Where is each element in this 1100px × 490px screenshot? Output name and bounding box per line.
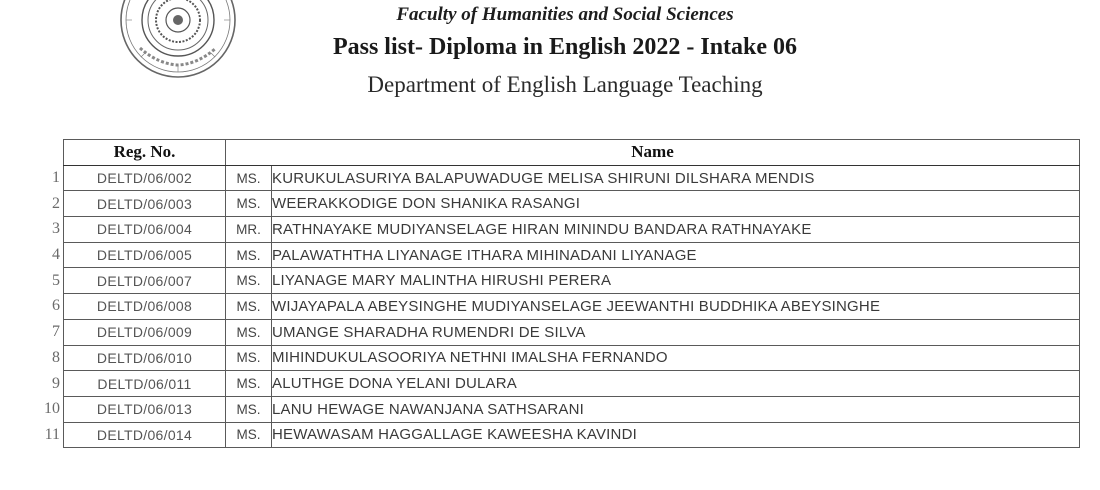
name-cell: WEERAKKODIGE DON SHANIKA RASANGI [272, 191, 1080, 217]
table-row [64, 294, 1080, 320]
name-cell: ALUTHGE DONA YELANI DULARA [272, 371, 1080, 397]
faculty-name: Faculty of Humanities and Social Sciences [396, 4, 734, 25]
row-number: 1 [52, 169, 60, 186]
name-cell: UMANGE SHARADHA RUMENDRI DE SILVA [272, 319, 1080, 345]
reg-no-cell: DELTD/06/014 [64, 422, 226, 448]
row-number: 4 [52, 246, 60, 264]
title-cell: MS. [226, 345, 272, 371]
name-cell: LIYANAGE MARY MALINTHA HIRUSHI PERERA [272, 268, 1080, 294]
reg-no-cell: DELTD/06/004 [64, 217, 226, 243]
title-cell: MS. [226, 422, 272, 448]
table-row [64, 217, 1080, 243]
title-cell: MS. [226, 165, 272, 191]
name-cell: RATHNAYAKE MUDIYANSELAGE HIRAN MININDU BANDARA RATHNAYAKE [272, 217, 1080, 243]
table-row [64, 371, 1080, 397]
table-row [64, 268, 1080, 294]
reg-no-cell: DELTD/06/013 [64, 396, 226, 422]
row-number-column [30, 165, 64, 448]
reg-no-cell: DELTD/06/010 [64, 345, 226, 371]
table-row [64, 191, 1080, 217]
row-number: 3 [52, 220, 60, 238]
row-number: 10 [44, 400, 60, 418]
title-cell: MS. [226, 294, 272, 320]
title-cell: MS. [226, 191, 272, 217]
name-cell: PALAWATHTHA LIYANAGE ITHARA MIHINADANI LIYANAGE [272, 242, 1080, 268]
title-cell: MR. [226, 217, 272, 243]
reg-no-cell: DELTD/06/011 [64, 371, 226, 397]
table-row [64, 396, 1080, 422]
row-number: 8 [52, 348, 60, 366]
table-row [64, 345, 1080, 371]
reg-no-header: Reg. No. [64, 140, 226, 166]
reg-no-cell: DELTD/06/009 [64, 319, 226, 345]
page-title: Pass list- Diploma in English 2022 - Intake 06 [332, 34, 798, 60]
table-row [64, 422, 1080, 448]
title-cell: MS. [226, 268, 272, 294]
reg-no-cell: DELTD/06/005 [64, 242, 226, 268]
title-cell: MS. [226, 319, 272, 345]
table-row [64, 242, 1080, 268]
name-cell: WIJAYAPALA ABEYSINGHE MUDIYANSELAGE JEEWANTHI BUDDHIKA ABEYSINGHE [272, 294, 1080, 320]
table-row [64, 319, 1080, 345]
row-number: 5 [52, 271, 60, 289]
name-header: Name [226, 140, 1080, 166]
row-number: 7 [52, 323, 60, 341]
name-cell: HEWAWASAM HAGGALLAGE KAWEESHA KAVINDI [272, 422, 1080, 448]
name-cell: KURUKULASURIYA BALAPUWADUGE MELISA SHIRUNI DILSHARA MENDIS [272, 165, 1080, 191]
reg-no-cell: DELTD/06/007 [64, 268, 226, 294]
reg-no-cell: DELTD/06/003 [64, 191, 226, 217]
reg-no-cell: DELTD/06/002 [64, 165, 226, 191]
title-cell: MS. [226, 242, 272, 268]
reg-no-cell: DELTD/06/008 [64, 294, 226, 320]
row-number: 9 [52, 374, 60, 392]
title-cell: MS. [226, 371, 272, 397]
name-cell: MIHINDUKULASOORIYA NETHNI IMALSHA FERNANDO [272, 345, 1080, 371]
pass-list-table [63, 139, 1080, 448]
department-name: Department of English Language Teaching [367, 72, 763, 97]
row-number: 2 [52, 194, 60, 212]
row-number: 6 [52, 297, 60, 315]
row-number: 11 [44, 425, 60, 443]
table-header-row [64, 140, 1080, 166]
title-cell: MS. [226, 396, 272, 422]
table-row [64, 165, 1080, 191]
name-cell: LANU HEWAGE NAWANJANA SATHSARANI [272, 396, 1080, 422]
